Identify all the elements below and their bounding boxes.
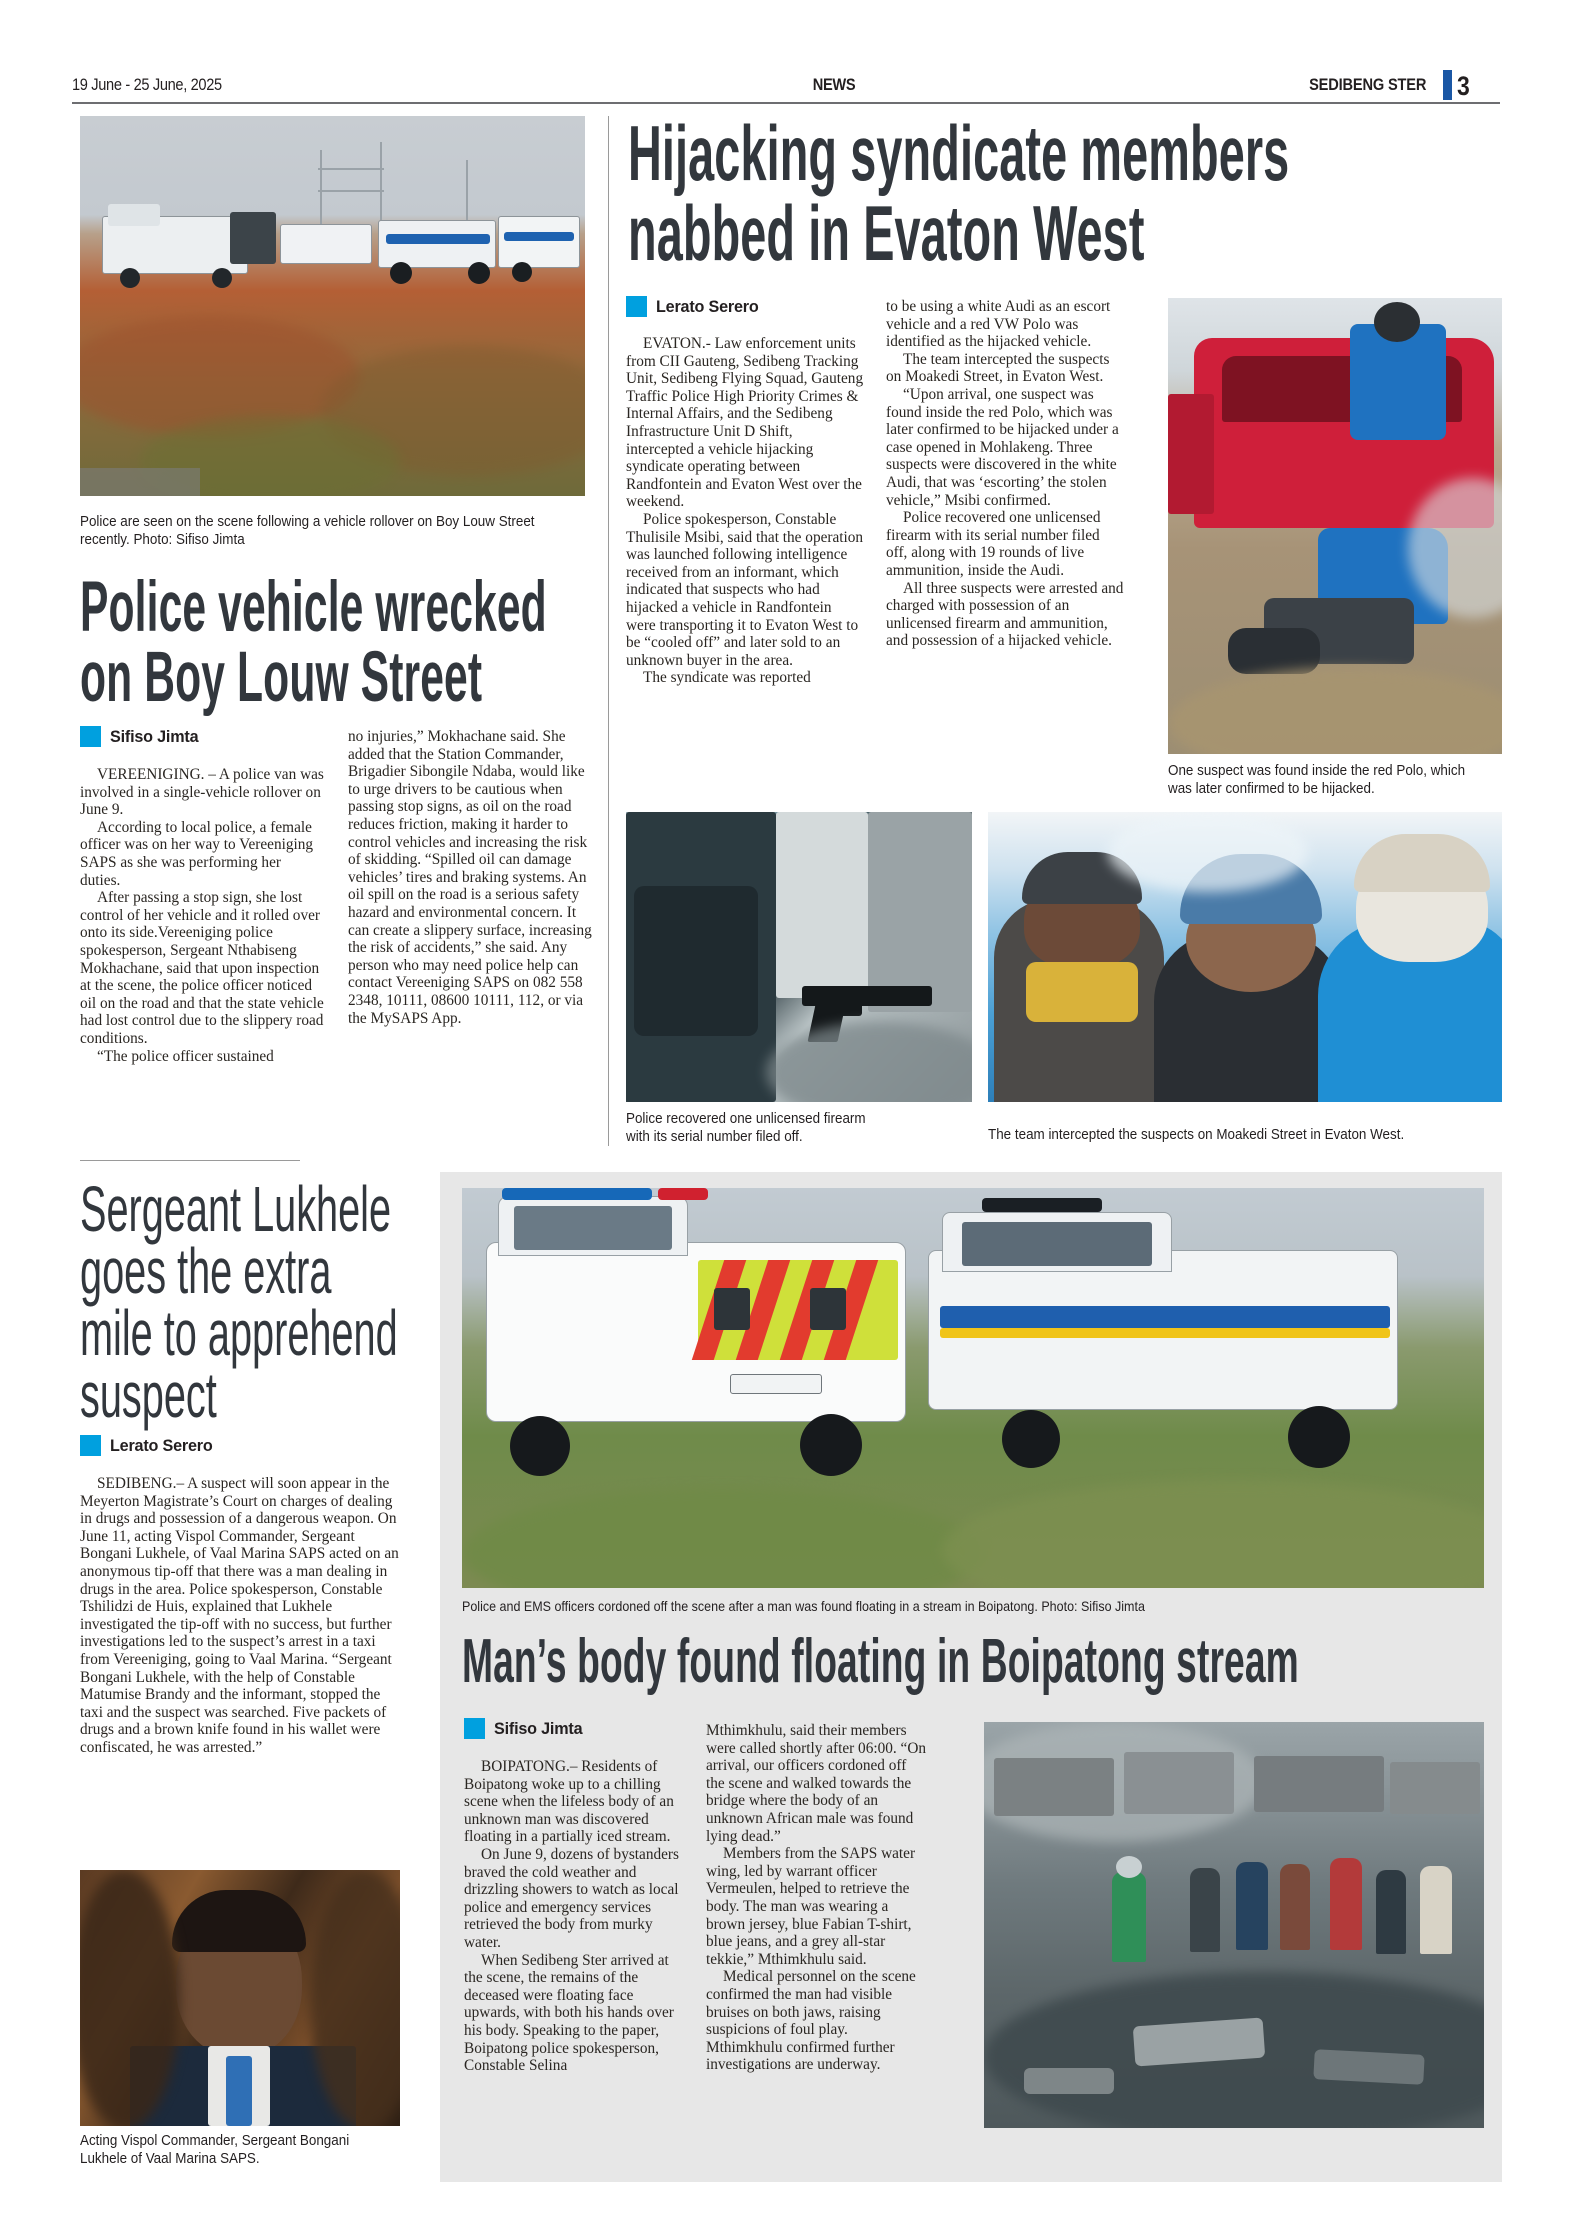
headline-hijacking-line2: nabbed in Evaton West: [628, 189, 1145, 277]
caption-response-vehicle: Police and EMS officers cordoned off the scene after a man was found floating in a stream in Boipatong. Photo: Sifiso Jimta: [462, 1599, 1145, 1614]
byline-name: Lerato Serero: [656, 296, 759, 316]
paragraph: VEREENIGING. – A police van was involved in a single-vehicle rollover on June 9.: [80, 766, 324, 819]
byline-name: Lerato Serero: [110, 1435, 213, 1455]
paragraph: After passing a stop sign, she lost control of her vehicle and it rolled over onto its side.Vereeniging police spokesperson, Sergeant Nthabiseng Mokhachane, said that upon inspection at the scene, the police officer noticed oil on the road and that the state vehicle had lost control due to the slippery road conditions.: [80, 889, 324, 1047]
paragraph: BOIPATONG.– Residents of Boipatong woke up to a chilling scene when the lifeless body of an unknown man was discovered floating in a partially iced stream.: [464, 1758, 674, 1846]
paragraph: Mthimkhulu, said their members were called shortly after 06:00. “On arrival, our officers cordoned off the scene and walked towards the bridge where the body of an unknown African male was found lying dead.”: [706, 1722, 927, 1845]
paragraph: The team intercepted the suspects on Moakedi Street, in Evaton West.: [886, 350, 1110, 386]
byline-boipatong: [464, 1718, 587, 1739]
caption-rollover: Police are seen on the scene following a vehicle rollover on Boy Louw Street recently. Photo: Sifiso Jimta: [80, 514, 535, 549]
column-rule-1: [608, 116, 609, 1146]
byline-chip-icon: [80, 726, 101, 747]
caption-street: The team intercepted the suspects on Moakedi Street in Evaton West.: [988, 1127, 1405, 1143]
caption-red-polo: One suspect was found inside the red Polo, which was later confirmed to be hijacked.: [1168, 763, 1466, 798]
paragraph: On June 9, dozens of bystanders braved the cold weather and drizzling showers to watch as local police and emergency services retrieved the body from murky water.: [464, 1845, 679, 1951]
paragraph: Members from the SAPS water wing, led by warrant officer Vermeulen, helped to retrieve the body. The man was wearing a brown jersey, blue Fabian T-shirt, blue jeans, and a grey all-star tekkie,” Mthimkhulu said.: [706, 1845, 916, 1968]
page-number: 3: [1456, 71, 1470, 101]
photo-firearm: [626, 812, 972, 1102]
headline-police-vehicle-line2: on Boy Louw Street: [80, 638, 483, 717]
paragraph: According to local police, a female officer was on her way to Vereeniging SAPS as she was performing her duties.: [80, 818, 314, 889]
byline-police-vehicle: [80, 726, 203, 747]
byline-name: Sifiso Jimta: [494, 1718, 583, 1738]
page-number-group: [1443, 70, 1472, 100]
headline-police-vehicle-line1: Police vehicle wrecked: [80, 568, 547, 647]
paragraph: “Upon arrival, one suspect was found inside the red Polo, which was later confirmed to be hijacked under a case opened in Mohlakeng. Three suspects were discovered in the white Audi, that was ‘escorting’ the stolen vehicle,” Msibi confirmed.: [886, 385, 1119, 509]
caption-firearm: Police recovered one unlicensed firearm with its serial number filed off.: [626, 1111, 866, 1146]
byline-chip-icon: [626, 296, 647, 317]
body-boipatong-col2: [706, 1722, 928, 2074]
photo-rollover: [80, 116, 585, 496]
headline-boipatong: Man’s body found floating in Boipatong stream: [462, 1627, 1299, 1696]
publication-name: SEDIBENG STER: [1308, 75, 1426, 94]
issue-date: 19 June - 25 June, 2025: [72, 75, 222, 94]
paragraph: Police spokesperson, Constable Thulisile Msibi, said that the operation was launched following intelligence received from an informant, which indicated that suspects who had hijacked a vehicle in Randfontein were transporting it to Evaton West to be “cooled off” and later sold to an unknown buyer in the area.: [626, 510, 864, 669]
photo-stream-scene: [984, 1722, 1484, 2128]
byline-chip-icon: [80, 1435, 101, 1456]
photo-suspects: [988, 812, 1502, 1102]
byline-name: Sifiso Jimta: [110, 726, 199, 746]
paragraph: EVATON.- Law enforcement units from CII Gauteng, Sedibeng Tracking Unit, Sedibeng Flying Squad, Gauteng Traffic Police High Priority Crimes & Internal Affairs, and the Sedibeng Infrastructure Unit D Shift, intercepted a vehicle hijacking syndicate operating between Randfontein and Evaton West over the weekend.: [626, 335, 864, 511]
paragraph: SEDIBENG.– A suspect will soon appear in the Meyerton Magistrate’s Court on charges of dealing in drugs and possession of a dangerous weapon. On June 11, acting Vispol Commander, Sergeant Bongani Lukhele, of Vaal Marina SAPS acted on an anonymous tip-off that there was a man dealing in drugs in the area. Police spokesperson, Constable Tshilidzi de Huis, explained that Lukhele investigated the tip-off with no success, but further investigations led to the suspect’s arrest in a taxi from Vereeniging, going to Vaal Marina. “Sergeant Bongani Lukhele, with the help of Constable Matumise Brandy and the informant, stopped the taxi and the suspect was searched. Five packets of drugs and a brown knife found in his wallet were confiscated, he was arrested.”: [80, 1475, 399, 1756]
paragraph: Police recovered one unlicensed firearm with its serial number filed off, along with 19 rounds of live ammunition, inside the Audi.: [886, 509, 1101, 579]
paragraph: All three suspects were arrested and charged with possession of an unlicensed firearm and ammunition, and possession of a hijacked vehicle.: [886, 579, 1124, 650]
body-police-vehicle-col1: [80, 766, 324, 1065]
page-accent-bar: [1443, 70, 1452, 100]
body-boipatong-col1: [464, 1758, 686, 2075]
masthead: [72, 62, 1500, 104]
paragraph: to be using a white Audi as an escort vehicle and a red VW Polo was identified as the hijacked vehicle.: [886, 298, 1111, 351]
headline-lukhele-line-0: Sergeant Lukhele: [80, 1173, 392, 1245]
photo-red-polo: [1168, 298, 1502, 754]
body-lukhele: [80, 1475, 400, 1757]
byline-hijacking: [626, 296, 764, 317]
headline-lukhele-line-3: suspect: [80, 1359, 217, 1431]
paragraph: “The police officer sustained: [97, 1047, 274, 1065]
headline-hijacking-line1: Hijacking syndicate members: [628, 109, 1290, 197]
body-hijacking-col2: [886, 298, 1124, 650]
headline-lukhele-line-2: mile to apprehend: [80, 1297, 398, 1369]
paragraph: The syndicate was reported: [643, 669, 811, 687]
paragraph: no injuries,” Mokhachane said. She added that the Station Commander, Brigadier Sibongile Ndaba, would like to urge drivers to be cautious when passing stop signs, as oil on the road reduces friction, making it harder to control vehicles and increasing the risk of skidding. “Spilled oil can damage vehicles’ tires and braking systems. An oil spill on the road is a serious safety hazard and environmental concern. It can create a slippery surface, increasing the risk of accidents,” she said. Any person who may need police help can contact Vereeniging SAPS on 082 558 2348, 10111, 08600 10111, 112, or via the MySAPS App.: [348, 728, 592, 1027]
body-police-vehicle-col2: [348, 728, 592, 1027]
photo-response-vehicle: [462, 1188, 1484, 1588]
headline-lukhele-line-1: goes the extra: [80, 1235, 332, 1307]
section-label: NEWS: [812, 75, 856, 94]
byline-lukhele: [80, 1435, 218, 1456]
section-rule: [80, 1160, 300, 1161]
caption-lukhele: Acting Vispol Commander, Sergeant Bongani Lukhele of Vaal Marina SAPS.: [80, 2133, 350, 2168]
photo-lukhele: [80, 1870, 400, 2126]
paragraph: When Sedibeng Ster arrived at the scene, the remains of the deceased were floating face upwards, with both his hands over his body. Speaking to the paper, Boipatong police spokesperson, Constable Selina: [464, 1951, 674, 2075]
body-hijacking-col1: [626, 335, 864, 687]
byline-chip-icon: [464, 1718, 485, 1739]
paragraph: Medical personnel on the scene confirmed the man had visible bruises on both jaws, raising suspicions of foul play. Mthimkhulu confirmed further investigations are underway.: [706, 1968, 916, 2074]
headline-lukhele: [80, 1173, 480, 1431]
